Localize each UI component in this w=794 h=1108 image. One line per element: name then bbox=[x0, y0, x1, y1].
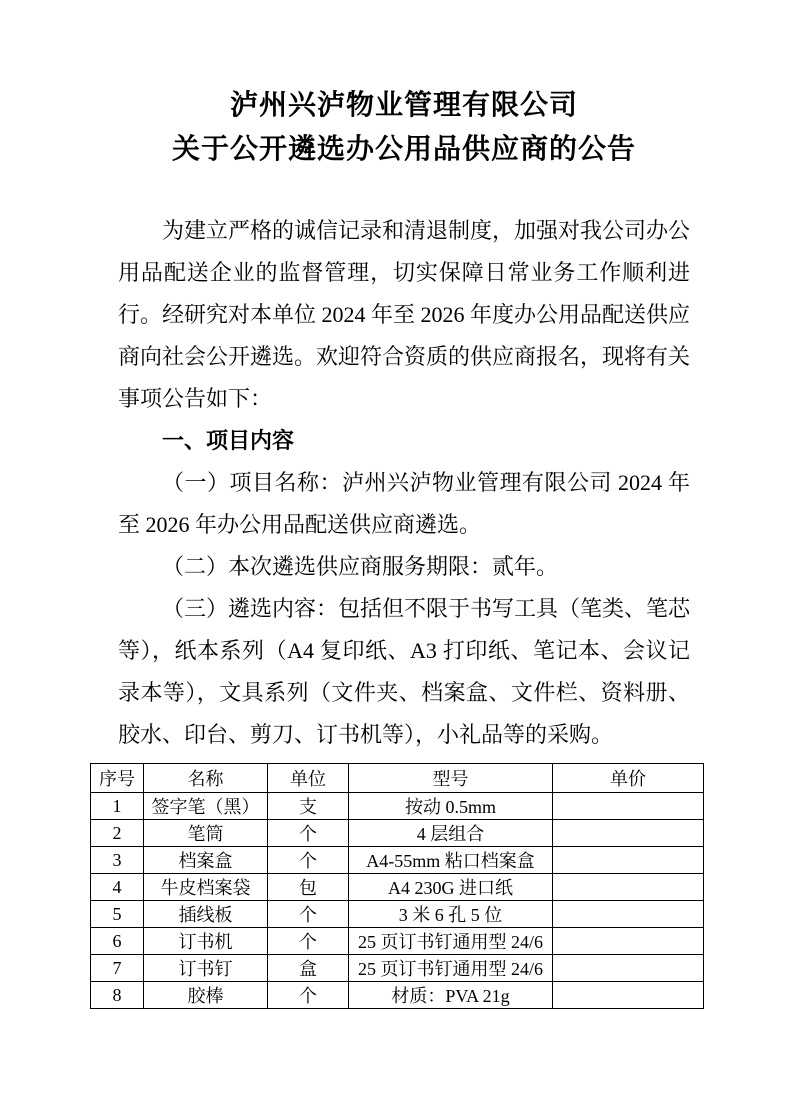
cell-unit: 个 bbox=[268, 820, 349, 847]
cell-price bbox=[553, 928, 704, 955]
cell-unit: 个 bbox=[268, 847, 349, 874]
cell-price bbox=[553, 982, 704, 1009]
table-row bbox=[91, 820, 704, 847]
cell-model: 25 页订书钉通用型 24/6 bbox=[349, 955, 553, 982]
cell-name: 订书机 bbox=[144, 928, 268, 955]
cell-unit: 包 bbox=[268, 874, 349, 901]
cell-model: 3 米 6 孔 5 位 bbox=[349, 901, 553, 928]
table-row bbox=[91, 874, 704, 901]
table-header-row bbox=[91, 764, 704, 793]
intro-paragraph: 为建立严格的诚信记录和清退制度，加强对我公司办公用品配送企业的监督管理，切实保障日常业务工作顺利进行。经研究对本单位 2024 年至 2026 年度办公用品配送供应商向社会公开遴选。欢迎符合资质的供应商报名，现将有关事项公告如下： bbox=[118, 218, 691, 411]
cell-model: 4 层组合 bbox=[349, 820, 553, 847]
cell-price bbox=[553, 901, 704, 928]
title-line-1: 泸州兴泸物业管理有限公司 bbox=[229, 90, 578, 121]
item-paragraph-1: （一）项目名称：泸州兴泸物业管理有限公司 2024 年至 2026 年办公用品配送供应商遴选。 bbox=[118, 470, 690, 537]
cell-name: 胶棒 bbox=[144, 982, 268, 1009]
table-row bbox=[91, 955, 704, 982]
cell-price bbox=[553, 847, 704, 874]
col-header-index: 序号 bbox=[91, 764, 144, 793]
table-row bbox=[91, 901, 704, 928]
col-header-name: 名称 bbox=[144, 764, 268, 793]
section-heading: 一、项目内容 bbox=[162, 428, 295, 453]
table-row bbox=[91, 982, 704, 1009]
cell-name: 签字笔（黑） bbox=[144, 793, 268, 820]
cell-unit: 个 bbox=[268, 928, 349, 955]
cell-price bbox=[553, 874, 704, 901]
cell-model: A4 230G 进口纸 bbox=[349, 874, 553, 901]
cell-index: 3 bbox=[91, 847, 144, 874]
cell-name: 牛皮档案袋 bbox=[144, 874, 268, 901]
cell-name: 笔筒 bbox=[144, 820, 268, 847]
cell-index: 2 bbox=[91, 820, 144, 847]
cell-unit: 个 bbox=[268, 982, 349, 1009]
cell-price bbox=[553, 820, 704, 847]
cell-name: 订书钉 bbox=[144, 955, 268, 982]
document-body bbox=[118, 210, 690, 756]
table-row bbox=[91, 847, 704, 874]
cell-index: 5 bbox=[91, 901, 144, 928]
document-title bbox=[118, 84, 690, 172]
col-header-unit: 单位 bbox=[268, 764, 349, 793]
cell-price bbox=[553, 793, 704, 820]
cell-index: 8 bbox=[91, 982, 144, 1009]
cell-price bbox=[553, 955, 704, 982]
title-line-2: 关于公开遴选办公用品供应商的公告 bbox=[171, 134, 636, 165]
cell-index: 7 bbox=[91, 955, 144, 982]
supplies-table bbox=[90, 763, 704, 1009]
item-paragraph-2: （二）本次遴选供应商服务期限：贰年。 bbox=[162, 554, 559, 579]
col-header-price: 单价 bbox=[553, 764, 704, 793]
cell-model: 25 页订书钉通用型 24/6 bbox=[349, 928, 553, 955]
cell-model: 材质：PVA 21g bbox=[349, 982, 553, 1009]
cell-model: 按动 0.5mm bbox=[349, 793, 553, 820]
cell-name: 插线板 bbox=[144, 901, 268, 928]
cell-model: A4-55mm 粘口档案盒 bbox=[349, 847, 553, 874]
table-row bbox=[91, 793, 704, 820]
cell-index: 1 bbox=[91, 793, 144, 820]
cell-index: 4 bbox=[91, 874, 144, 901]
cell-index: 6 bbox=[91, 928, 144, 955]
item-paragraph-3: （三）遴选内容：包括但不限于书写工具（笔类、笔芯等），纸本系列（A4 复印纸、A3 打印纸、笔记本、会议记录本等），文具系列（文件夹、档案盒、文件栏、资料册、胶水、印台、剪刀、订书机等），小礼品等的采购。 bbox=[118, 596, 691, 747]
cell-unit: 支 bbox=[268, 793, 349, 820]
cell-name: 档案盒 bbox=[144, 847, 268, 874]
table-row bbox=[91, 928, 704, 955]
col-header-model: 型号 bbox=[349, 764, 553, 793]
cell-unit: 盒 bbox=[268, 955, 349, 982]
cell-unit: 个 bbox=[268, 901, 349, 928]
